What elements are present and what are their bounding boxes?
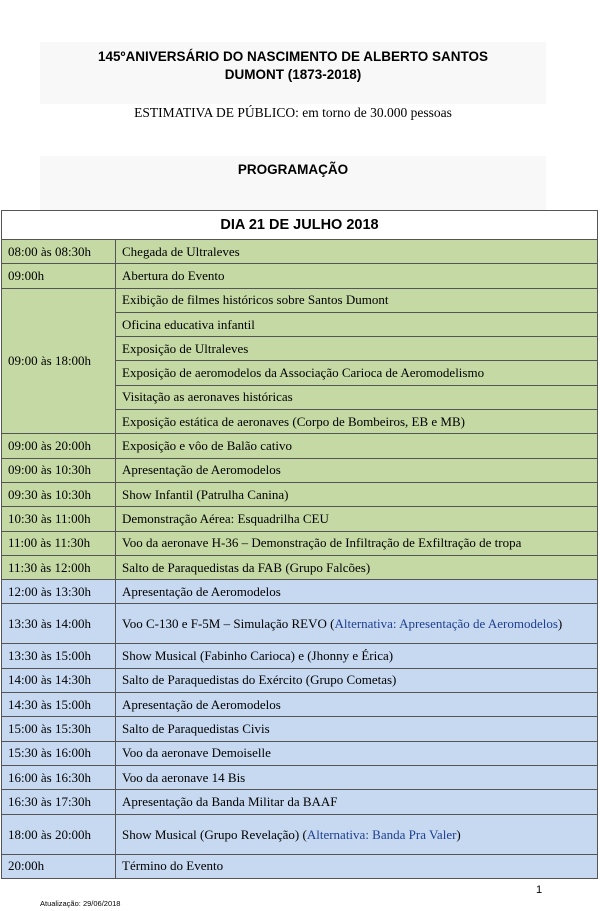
time-cell: 10:30 às 11:00h	[2, 507, 116, 531]
table-row	[2, 458, 598, 482]
table-row	[2, 668, 598, 692]
page-number: 1	[536, 884, 543, 896]
activity-cell: Visitação as aeronaves históricas	[116, 385, 598, 409]
activity-cell	[116, 531, 598, 555]
activity-cell	[116, 580, 598, 604]
activity-text: Show Infantil (Patrulha Canina)	[122, 486, 289, 502]
activity-text: Demonstração Aérea: Esquadrilha CEU	[122, 510, 329, 526]
time-cell: 13:30 às 15:00h	[2, 644, 116, 668]
time-cell: 14:00 às 14:30h	[2, 668, 116, 692]
activity-cell: Exposição estática de aeronaves (Corpo de Bombeiros, EB e MB)	[116, 410, 598, 434]
table-row	[2, 644, 598, 668]
activity-cell	[116, 765, 598, 789]
activity-text: Salto de Paraquedistas do Exército (Grupo Cometas)	[122, 672, 397, 688]
activity-text: Término do Evento	[122, 858, 224, 874]
table-row	[2, 741, 598, 765]
activity-text: Salto de Paraquedistas da FAB (Grupo Falcões)	[122, 559, 371, 575]
table-row	[2, 482, 598, 506]
time-cell: 09:00 às 18:00h	[2, 288, 116, 434]
table-row	[2, 604, 598, 644]
time-cell: 09:00 às 20:00h	[2, 434, 116, 458]
activity-cell	[116, 741, 598, 765]
table-row	[2, 790, 598, 814]
activity-cell	[116, 555, 598, 579]
activity-text: Chegada de Ultraleves	[122, 243, 240, 259]
activity-text: Voo da aeronave Demoiselle	[122, 745, 271, 761]
time-cell: 16:30 às 17:30h	[2, 790, 116, 814]
table-row	[2, 507, 598, 531]
table-row	[2, 434, 598, 458]
activity-cell	[116, 507, 598, 531]
table-row	[2, 693, 598, 717]
activity-cell	[116, 854, 598, 878]
table-row	[2, 240, 598, 264]
table-row	[2, 717, 598, 741]
activity-text: Apresentação de Aeromodelos	[122, 583, 281, 599]
activity-text: Salto de Paraquedistas Civis	[122, 720, 270, 736]
time-cell: 13:30 às 14:00h	[2, 604, 116, 644]
activity-cell	[116, 264, 598, 288]
activity-cell	[116, 434, 598, 458]
activity-cell	[116, 240, 598, 264]
table-row	[2, 288, 598, 312]
activity-cell	[116, 644, 598, 668]
schedule-body	[2, 240, 598, 879]
activity-text: Apresentação de Aeromodelos	[122, 462, 281, 478]
activity-cell	[116, 814, 598, 854]
table-row	[2, 555, 598, 579]
time-cell: 14:30 às 15:00h	[2, 693, 116, 717]
activity-cell	[116, 790, 598, 814]
programacao-heading	[40, 156, 546, 210]
table-row	[2, 531, 598, 555]
time-cell: 11:30 às 12:00h	[2, 555, 116, 579]
activity-suffix: )	[557, 616, 563, 632]
table-row	[2, 854, 598, 878]
time-cell: 16:00 às 16:30h	[2, 765, 116, 789]
activity-text: Apresentação da Banda Militar da BAAF	[122, 793, 338, 809]
table-row	[2, 814, 598, 854]
activity-cell	[116, 717, 598, 741]
title-line-1: 145ºANIVERSÁRIO DO NASCIMENTO DE ALBERTO SANTOS	[98, 49, 488, 64]
time-cell: 12:00 às 13:30h	[2, 580, 116, 604]
day-header: DIA 21 DE JULHO 2018	[2, 211, 598, 240]
time-cell: 09:30 às 10:30h	[2, 482, 116, 506]
update-date: Atualização: 29/06/2018	[40, 899, 121, 908]
activity-cell: Exposição de Ultraleves	[116, 337, 598, 361]
table-row	[2, 765, 598, 789]
activity-cell	[116, 668, 598, 692]
table-row	[2, 580, 598, 604]
activity-cell: Exibição de filmes históricos sobre Santos Dumont	[116, 288, 598, 312]
alternative-text: Alternativa: Apresentação de Aeromodelos	[334, 616, 558, 632]
activity-cell: Exposição de aeromodelos da Associação Carioca de Aeromodelismo	[116, 361, 598, 385]
table-row	[2, 264, 598, 288]
activity-cell	[116, 482, 598, 506]
activity-text: Abertura do Evento	[122, 267, 225, 283]
time-cell: 11:00 às 11:30h	[2, 531, 116, 555]
schedule-table	[1, 210, 598, 879]
activity-text: Show Musical (Grupo Revelação) (	[122, 826, 307, 842]
activity-text: Apresentação de Aeromodelos	[122, 696, 281, 712]
time-cell: 15:00 às 15:30h	[2, 717, 116, 741]
activity-cell	[116, 693, 598, 717]
title-line-2: DUMONT (1873-2018)	[224, 67, 362, 82]
document-title	[40, 42, 546, 104]
time-cell: 08:00 às 08:30h	[2, 240, 116, 264]
time-cell: 09:00h	[2, 264, 116, 288]
time-cell: 20:00h	[2, 854, 116, 878]
alternative-text: Alternativa: Banda Pra Valer	[306, 826, 457, 842]
audience-estimate: ESTIMATIVA DE PÚBLICO: em torno de 30.000 pessoas	[134, 105, 452, 120]
time-cell: 09:00 às 10:30h	[2, 458, 116, 482]
programacao-label: PROGRAMAÇÃO	[237, 162, 349, 177]
activity-cell	[116, 458, 598, 482]
activity-text: Show Musical (Fabinho Carioca) e (Jhonny e Érica)	[122, 648, 394, 664]
day-header-row	[2, 211, 598, 240]
activity-cell	[116, 604, 598, 644]
activity-text: Voo C-130 e F-5M – Simulação REVO (	[122, 616, 335, 632]
activity-text: Voo da aeronave H-36 – Demonstração de Infiltração de Exfiltração de tropa	[122, 535, 522, 551]
time-cell: 15:30 às 16:00h	[2, 741, 116, 765]
activity-text: Exposição e vôo de Balão cativo	[122, 438, 293, 454]
activity-text: Voo da aeronave 14 Bis	[122, 769, 246, 785]
activity-suffix: )	[456, 826, 461, 842]
activity-cell: Oficina educativa infantil	[116, 312, 598, 336]
time-cell: 18:00 às 20:00h	[2, 814, 116, 854]
